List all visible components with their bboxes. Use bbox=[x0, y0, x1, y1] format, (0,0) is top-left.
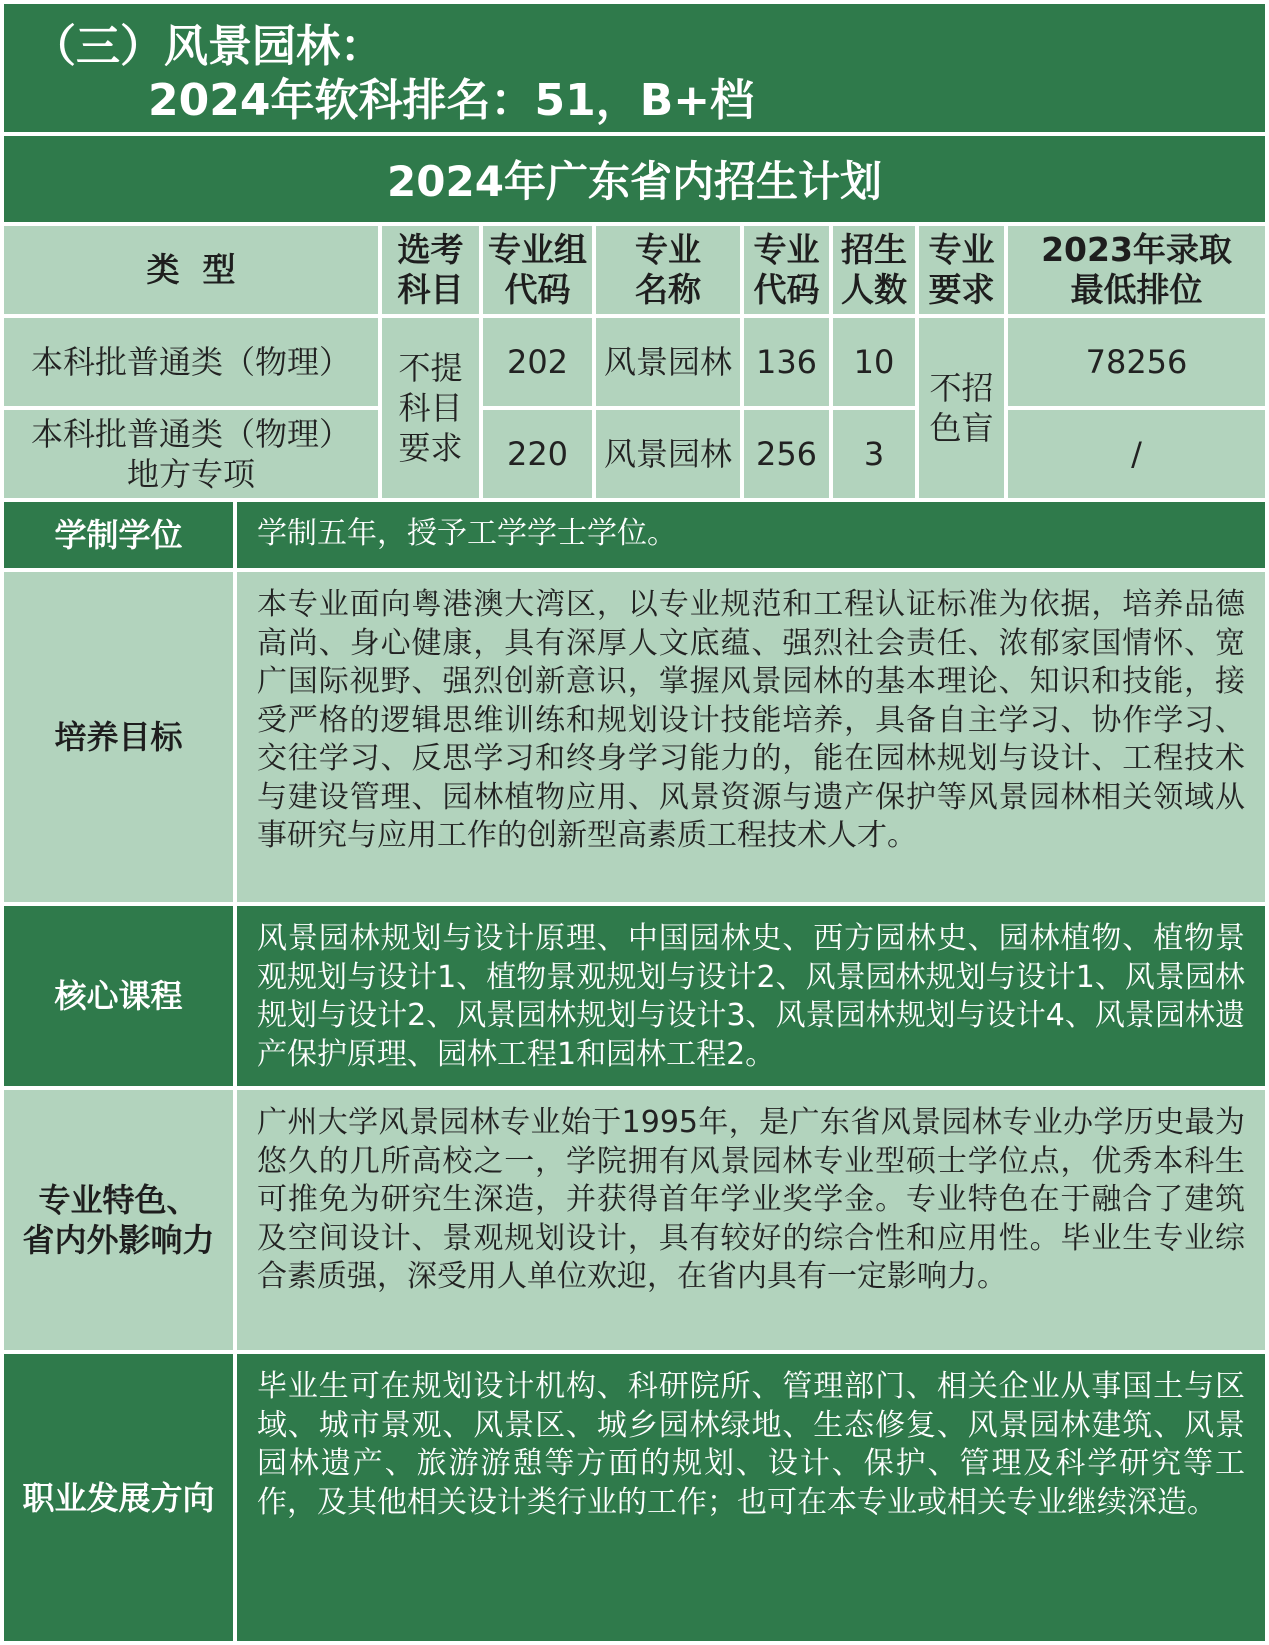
row2-count: 3 bbox=[833, 410, 915, 498]
row2-major-code: 256 bbox=[744, 410, 829, 498]
courses-text: 风景园林规划与设计原理、中国园林史、西方园林史、园林植物、植物景观规划与设计1、植物景观规划与设计2、风景园林规划与设计1、风景园林规划与设计2、风景园林规划与设计3、风景园林规划与设计4、风景园林遗产保护原理、园林工程1和园林工程2。 bbox=[257, 921, 1245, 1072]
degree-text: 学制五年，授予工学学士学位。 bbox=[257, 516, 677, 551]
courses-content-cell bbox=[237, 906, 1265, 1086]
goal-label: 培养目标 bbox=[54, 718, 183, 756]
section-title: （三）风景园林： bbox=[32, 21, 384, 72]
row1-major-name: 风景园林 bbox=[596, 318, 740, 406]
row1-min-rank: 78256 bbox=[1008, 318, 1265, 406]
row2-major-name: 风景园林 bbox=[596, 410, 740, 498]
header-type: 类 型 bbox=[4, 226, 378, 314]
goal-content-cell bbox=[237, 572, 1265, 902]
career-content-cell bbox=[237, 1354, 1265, 1641]
header-count: 招生 人数 bbox=[833, 226, 915, 314]
courses-label: 核心课程 bbox=[54, 977, 183, 1015]
features-label-cell bbox=[4, 1090, 233, 1350]
row2-min-rank: / bbox=[1008, 410, 1265, 498]
header-major-req: 专业 要求 bbox=[919, 226, 1004, 314]
features-label-line2: 省内外影响力 bbox=[22, 1221, 215, 1259]
header-subject: 选考 科目 bbox=[382, 226, 479, 314]
row1-count: 10 bbox=[833, 318, 915, 406]
plan-title: 2024年广东省内招生计划 bbox=[387, 157, 882, 206]
row2-type: 本科批普通类（物理） 地方专项 bbox=[4, 410, 378, 498]
goal-text: 本专业面向粤港澳大湾区，以专业规范和工程认证标准为依据，培养品德高尚、身心健康，具有深厚人文底蕴、强烈社会责任、浓郁家国情怀、宽广国际视野、强烈创新意识，掌握风景园林的基本理论、知识和技能，接受严格的逻辑思维训练和规划设计技能培养，具备自主学习、协作学习、交往学习、反思学习和终身学习能力的，能在园林规划与设计、工程技术与建设管理、园林植物应用、风景资源与遗产保护等风景园林相关领域从事研究与应用工作的创新型高素质工程技术人才。 bbox=[257, 587, 1245, 853]
features-text: 广州大学风景园林专业始于1995年，是广东省风景园林专业办学历史最为悠久的几所高校之一，学院拥有风景园林专业型硕士学位点，优秀本科生可推免为研究生深造，并获得首年学业奖学金。专业特色在于融合了建筑及空间设计、景观规划设计，具有较好的综合性和应用性。毕业生专业综合素质强，深受用人单位欢迎，在省内具有一定影响力。 bbox=[257, 1105, 1245, 1294]
header-min-rank: 2023年录取 最低排位 bbox=[1008, 226, 1265, 314]
career-label-cell bbox=[4, 1354, 233, 1641]
subject-requirement: 不提 科目 要求 bbox=[382, 318, 479, 498]
features-content-cell bbox=[237, 1090, 1265, 1350]
row2-group-code: 220 bbox=[483, 410, 592, 498]
page-header bbox=[4, 4, 1265, 132]
major-requirement: 不招 色盲 bbox=[919, 318, 1004, 498]
degree-label-cell bbox=[4, 502, 233, 568]
career-text: 毕业生可在规划设计机构、科研院所、管理部门、相关企业从事国土与区域、城市景观、风景区、城乡园林绿地、生态修复、风景园林建筑、风景园林遗产、旅游游憩等方面的规划、设计、保护、管理及科学研究等工作，及其他相关设计类行业的工作；也可在本专业或相关专业继续深造。 bbox=[257, 1369, 1245, 1520]
courses-label-cell bbox=[4, 906, 233, 1086]
ranking-line: 2024年软科排名：51，B+档 bbox=[148, 75, 755, 126]
degree-label: 学制学位 bbox=[54, 516, 183, 554]
goal-label-cell bbox=[4, 572, 233, 902]
header-major-name: 专业 名称 bbox=[596, 226, 740, 314]
row1-type: 本科批普通类（物理） bbox=[4, 318, 378, 406]
header-group-code: 专业组 代码 bbox=[483, 226, 592, 314]
row1-group-code: 202 bbox=[483, 318, 592, 406]
header-major-code: 专业 代码 bbox=[744, 226, 829, 314]
degree-content-cell bbox=[237, 502, 1265, 568]
career-label: 职业发展方向 bbox=[22, 1478, 215, 1517]
row1-major-code: 136 bbox=[744, 318, 829, 406]
plan-title-bar bbox=[4, 136, 1265, 222]
features-label-line1: 专业特色、 bbox=[38, 1181, 199, 1219]
